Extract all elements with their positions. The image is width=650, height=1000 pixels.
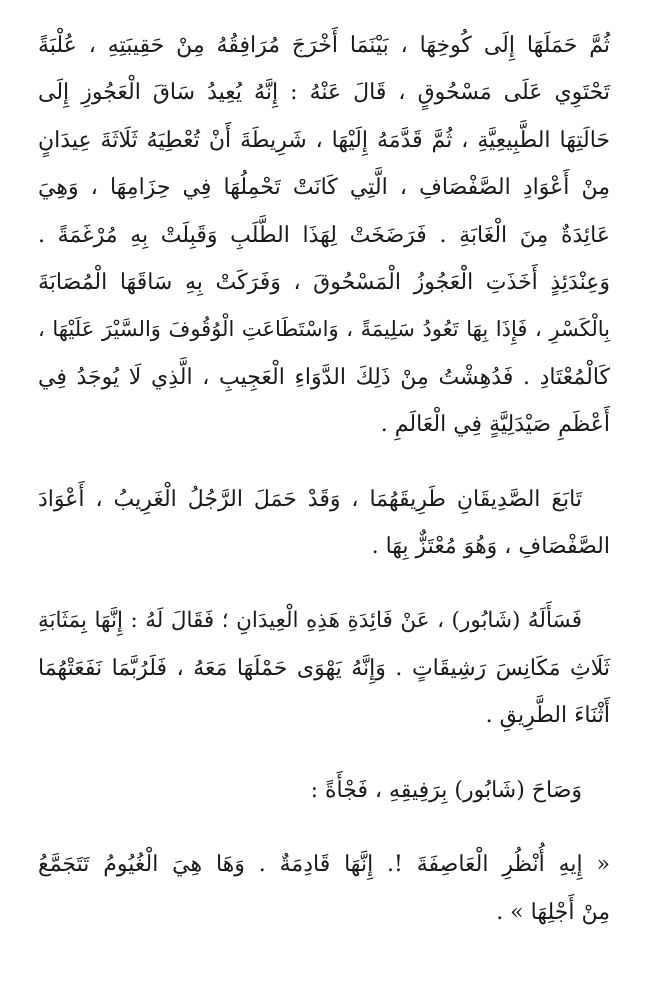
text-line: ثُمَّ حَمَلَهَا إِلَى كُوخِهَا ، بَيْنَمَا أَخْرَجَ مُرَافِقُهُ مِنْ حَقِيبَتِهِ ، عُلْبَةً	[38, 33, 610, 58]
text-line: حَالَتِهَا الطَّبِيعِيَّةِ ، ثُمَّ قَدَّمَهُ إِلَيْهَا ، شَرِيطَةَ أَنْ تُعْطِيَهُ ثَلَاثَةَ عِيدَانٍ	[38, 127, 610, 153]
text-line: عَائِدَةٌ مِنَ الْغَابَةِ . فَرَضَخَتْ لِهَذَا الطَّلَبِ وَقَبِلَتْ بِهِ مُرْغَمَةً .	[38, 222, 610, 248]
text-line: فَسَأَلَهُ (شَابُور) ، عَنْ فَائِدَةِ هَذِهِ الْعِيدَانِ ؛ فَقَالَ لَهُ : إِنَّهَا بِمَثَابَةِ	[38, 608, 582, 634]
paragraph-2	[38, 476, 610, 571]
text-line: « إِيهِ أُنْظُرِ الْعَاصِفَةَ !. إِنَّهَا قَادِمَةٌ . وَهَا هِيَ الْغُيُومُ تَتَجَمَّعُ	[38, 852, 610, 878]
text-line: كَالْمُعْتَادِ . فَدُهِشْتُ مِنْ ذَلِكَ الدَّوَاءِ الْعَجِيبِ ، الَّذِي لَا يُوجَدُ فِي	[38, 364, 610, 390]
paragraph-gap	[38, 740, 610, 767]
text-line: أَعْظَمِ صَيْدَلِيَّةٍ فِي الْعَالَمِ .	[380, 412, 610, 438]
text-line: تَابَعَ الصَّدِيقَانِ طَرِيقَهُمَا ، وَقَدْ حَمَلَ الرَّجُلُ الْغَرِيبُ ، أَعْوَادَ	[38, 486, 582, 512]
paragraph-3	[38, 597, 610, 739]
text-line: تَحْتَوِي عَلَى مَسْحُوقٍ ، قَالَ عَنْهُ : إِنَّهُ يُعِيدُ سَاقَ الْعَجُوزِ إِلَى	[38, 80, 610, 106]
paragraph-gap	[38, 570, 610, 597]
paragraph-gap	[38, 449, 610, 476]
text-line: مِنْ أَعْوَادِ الصَّفْصَافِ ، الَّتِي كَانَتْ تَحْمِلُهَا فِي حِزَامِهَا ، وَهِيَ	[38, 175, 610, 201]
text-line: مِنْ أَجْلِهَا » .	[496, 899, 610, 925]
text-line: وَعِنْدَئِذٍ أَخَذَتِ الْعَجُوزُ الْمَسْحُوقَ ، وَفَرَكَتْ بِهِ سَاقَهَا الْمُصَابَةَ	[38, 270, 610, 296]
text-line: بِالْكَسْرِ ، فَإِذَا بِهَا تَعُودُ سَلِيمَةً ، وَاسْتَطَاعَتِ الْوُقُوفَ وَالسَّيْرَ عَلَيْهَا ،	[38, 317, 610, 342]
text-line: وَصَاحَ (شَابُور) بِرَفِيقِهِ ، فَجْأَةً :	[310, 777, 582, 803]
text-line: ثَلَاثِ مَكَانِسَ رَشِيقَاتٍ . وَإِنَّهُ يَهْوَى حَمْلَهَا مَعَهُ ، فَلَرُبَّمَا نَفَعَتْهُمَا	[38, 655, 610, 681]
text-line: الصَّفْصَافِ ، وَهُوَ مُعْتَزٌّ بِهَا .	[371, 534, 610, 560]
paragraph-gap	[38, 814, 610, 841]
paragraph-1	[38, 22, 610, 449]
text-line: أَثْنَاءَ الطَّرِيقِ .	[485, 703, 610, 729]
paragraph-5	[38, 841, 610, 936]
paragraph-4	[38, 767, 610, 814]
